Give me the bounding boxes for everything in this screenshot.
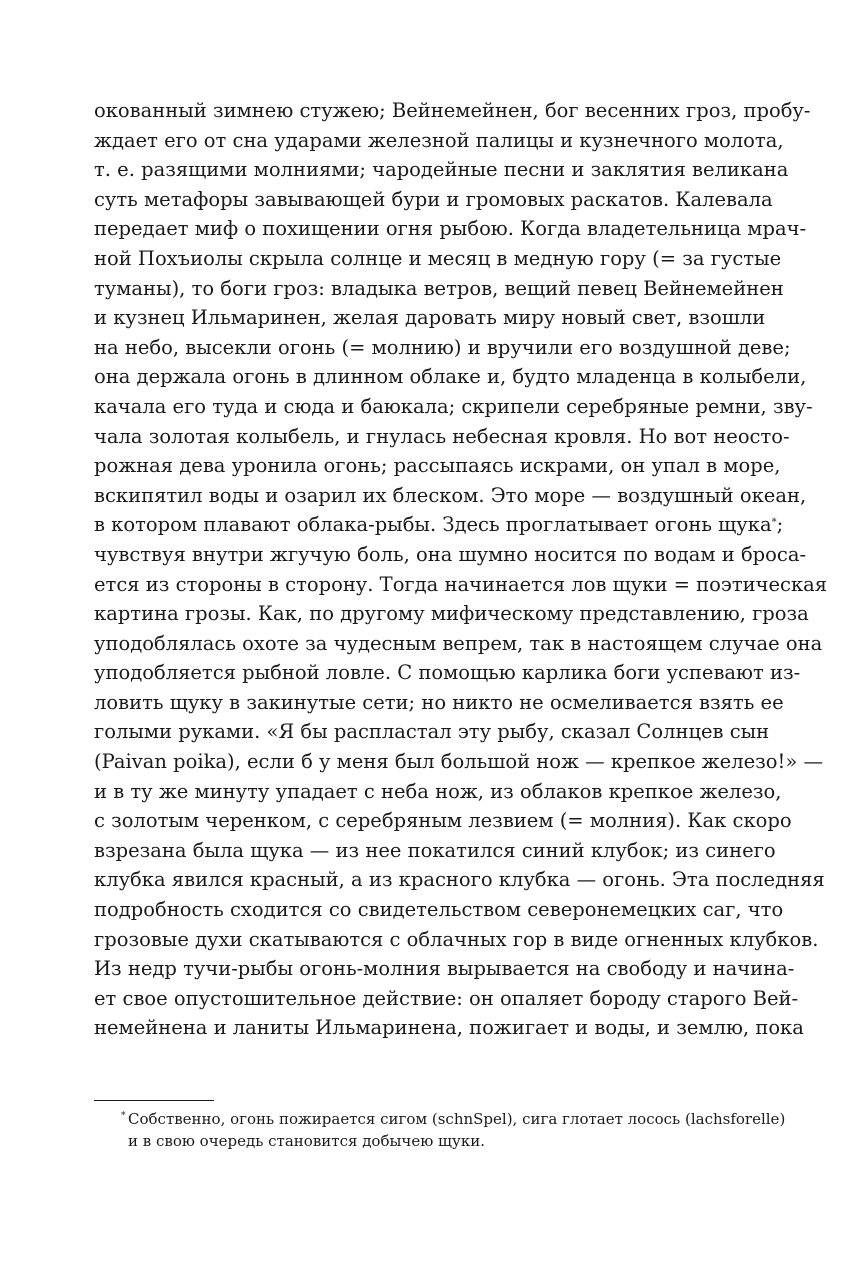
text-line: на небо, высекли огонь (= молнию) и вручили его воздушной деве; bbox=[94, 335, 791, 359]
text-line: уподобляется рыбной ловле. С помощью карлика боги успевают из- bbox=[94, 661, 801, 685]
text-line: окованный зимнею стужею; Вейнемейнен, бог весенних гроз, пробу- bbox=[94, 99, 811, 122]
text-line: взрезана была щука — из нее покатился синий клубок; из синего bbox=[94, 838, 776, 862]
text-line: и кузнец Ильмаринен, желая даровать миру новый свет, взошли bbox=[94, 306, 766, 330]
footnote-reference[interactable]: * bbox=[771, 517, 777, 529]
text-line-tail: ; bbox=[776, 513, 784, 537]
text-line: Из недр тучи-рыбы огонь-молния вырывается на свободу и начина- bbox=[94, 957, 795, 981]
text-line: качала его туда и сюда и баюкала; скрипели серебряные ремни, зву- bbox=[94, 394, 813, 418]
text-line-with-footnote-ref bbox=[94, 510, 784, 540]
text-line: и в ту же минуту упадает с неба нож, из облаков крепкое железо, bbox=[94, 779, 782, 803]
text-line: ловить щуку в закинутые сети; но никто не осмеливается взять ее bbox=[94, 690, 784, 714]
text-line: уподоблялась охоте за чудесным вепрем, так в настоящем случае она bbox=[94, 631, 823, 655]
text-line: подробность сходится со свидетельством северонемецких саг, что bbox=[94, 898, 784, 922]
text-line: ждает его от сна ударами железной палицы и кузнечного молота, bbox=[94, 128, 784, 152]
text-line: клубка явился красный, а из красного клубка — огонь. Эта последняя bbox=[94, 868, 825, 892]
text-line: голыми руками. «Я бы распластал эту рыбу, сказал Солнцев сын bbox=[94, 720, 770, 744]
text-line: картина грозы. Как, по другому мифическому представлению, гроза bbox=[94, 602, 809, 626]
text-line: ет свое опустошительное действие: он опаляет бороду старого Вей- bbox=[94, 986, 799, 1010]
text-line: рожная дева уронила огонь; рассыпаясь искрами, он упал в море, bbox=[94, 454, 781, 478]
text-line: грозовые духи скатываются с облачных гор в виде огненных клубков. bbox=[94, 927, 819, 951]
main-text bbox=[94, 96, 828, 1043]
footnote-marker: * bbox=[121, 1111, 126, 1121]
text-line: т. е. разящими молниями; чародейные песни и заклятия великана bbox=[94, 158, 789, 182]
text-line: она держала огонь в длинном облаке и, будто младенца в колыбели, bbox=[94, 365, 807, 389]
text-line-content: в котором плавают облака-рыбы. Здесь проглатывает огонь щука bbox=[94, 513, 772, 537]
text-line: с золотым черенком, с серебряным лезвием (= молния). Как скоро bbox=[94, 809, 792, 833]
text-line: суть метафоры завывающей бури и громовых раскатов. Калевала bbox=[94, 187, 773, 211]
text-line: передает миф о похищении огня рыбою. Когда владетельница мрач- bbox=[94, 217, 807, 241]
text-line: (Paivan poika), если б у меня был большой нож — крепкое железо!» — bbox=[94, 750, 823, 774]
footnote-line bbox=[121, 1108, 786, 1130]
text-line: немейнена и ланиты Ильмаринена, пожигает и воды, и землю, пока bbox=[94, 1016, 804, 1040]
text-line: чувствуя внутри жгучую боль, она шумно носится по водам и броса- bbox=[94, 542, 807, 566]
text-line: туманы), то боги гроз: владыка ветров, вещий певец Вейнемейнен bbox=[94, 276, 784, 300]
text-line: ной Похъиолы скрыла солнце и месяц в медную гору (= за густые bbox=[94, 246, 782, 270]
text-line: чала золотая колыбель, и гнулась небесная кровля. Но вот неосто- bbox=[94, 424, 790, 448]
text-line: ется из стороны в сторону. Тогда начинается лов щуки = поэтическая bbox=[94, 572, 828, 596]
footnote-line: и в свою очередь становится добычею щуки. bbox=[128, 1132, 485, 1150]
footnote-divider bbox=[94, 1100, 214, 1101]
text-line: вскипятил воды и озарил их блеском. Это море — воздушный океан, bbox=[94, 483, 807, 507]
footnote-text: Собственно, огонь пожирается сигом (schnSpel), сига глотает лосось (lachsforelle) bbox=[128, 1110, 786, 1128]
footnote bbox=[121, 1108, 786, 1152]
